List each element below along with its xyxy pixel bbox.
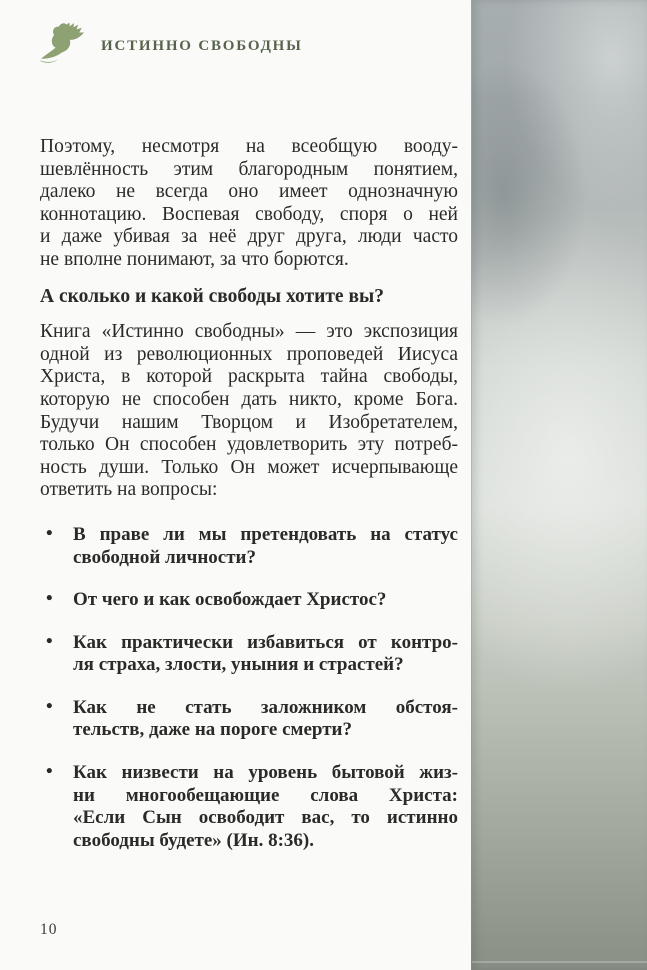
text-line: только Он способен удовлетворить эту потреб- — [40, 434, 458, 456]
text-line: Как не стать заложником обстоя- — [73, 696, 458, 718]
question-heading: А сколько и какой свободы хотите вы? — [40, 285, 384, 307]
page-header — [36, 22, 303, 66]
text-line: Как практически избавиться от контро- — [73, 631, 458, 653]
questions-bullet-list — [40, 524, 458, 853]
bullet-text — [73, 762, 458, 852]
bullet-text — [73, 524, 458, 569]
bird-logo-icon — [36, 22, 90, 66]
list-item — [40, 589, 458, 612]
text-line: Христа, в которой раскрыта тайна свободы, — [40, 366, 458, 388]
text-line: коннотацию. Воспевая свободу, споря о ней — [40, 203, 458, 225]
text-line: шевлённость этим благородным понятием, — [40, 158, 458, 180]
text-line: ни многообещающие слова Христа: — [73, 784, 458, 806]
text-line: одной из революционных проповедей Иисуса — [40, 343, 458, 365]
page-number: 10 — [40, 921, 58, 938]
main-text-column — [40, 136, 458, 872]
description-paragraph — [40, 321, 458, 502]
text-line: которую не способен дать никто, кроме Бога. — [40, 388, 458, 410]
text-line: Книга «Истинно свободны» — это экспозиция — [40, 321, 458, 343]
text-line: ность души. Только Он может исчерпывающе — [40, 456, 458, 478]
text-line: Поэтому, несмотря на всеобщую вооду- — [40, 136, 458, 157]
intro-paragraph — [40, 136, 458, 272]
list-item — [40, 762, 458, 852]
bullet-text — [73, 589, 458, 612]
text-line: не вполне понимают, за что борются. — [40, 248, 349, 270]
text-line: далеко не всегда оно имеет однозначную — [40, 181, 458, 203]
book-title: ИСТИННО СВОБОДНЫ — [101, 37, 303, 54]
list-item — [40, 697, 458, 742]
smoke-photo-strip — [471, 0, 647, 970]
list-item — [40, 632, 458, 677]
text-line: ответить на вопросы: — [40, 479, 218, 501]
bullet-icon: • — [46, 522, 53, 544]
text-line: тельств, даже на пороге смерти? — [73, 719, 352, 741]
text-line: В праве ли мы претендовать на статус — [73, 523, 458, 545]
bullet-text — [73, 632, 458, 677]
text-line: От чего и как освобождает Христос? — [73, 589, 387, 611]
bullet-text — [73, 697, 458, 742]
bullet-icon: • — [46, 630, 53, 652]
bullet-icon: • — [46, 761, 53, 783]
text-line: ля страха, злости, уныния и страстей? — [73, 654, 404, 676]
text-line: и даже убивая за неё друг друга, люди часто — [40, 226, 458, 248]
bullet-icon: • — [46, 695, 53, 717]
text-line: Как низвести на уровень бытовой жиз- — [73, 762, 458, 784]
text-line: Будучи нашим Творцом и Изобретателем, — [40, 411, 458, 433]
text-line: свободной личности? — [73, 546, 257, 568]
bullet-icon: • — [46, 588, 53, 610]
list-item — [40, 524, 458, 569]
text-line: свободны будете» (Ин. 8:36). — [73, 829, 315, 851]
text-line: «Если Сын освободит вас, то истинно — [73, 807, 458, 829]
